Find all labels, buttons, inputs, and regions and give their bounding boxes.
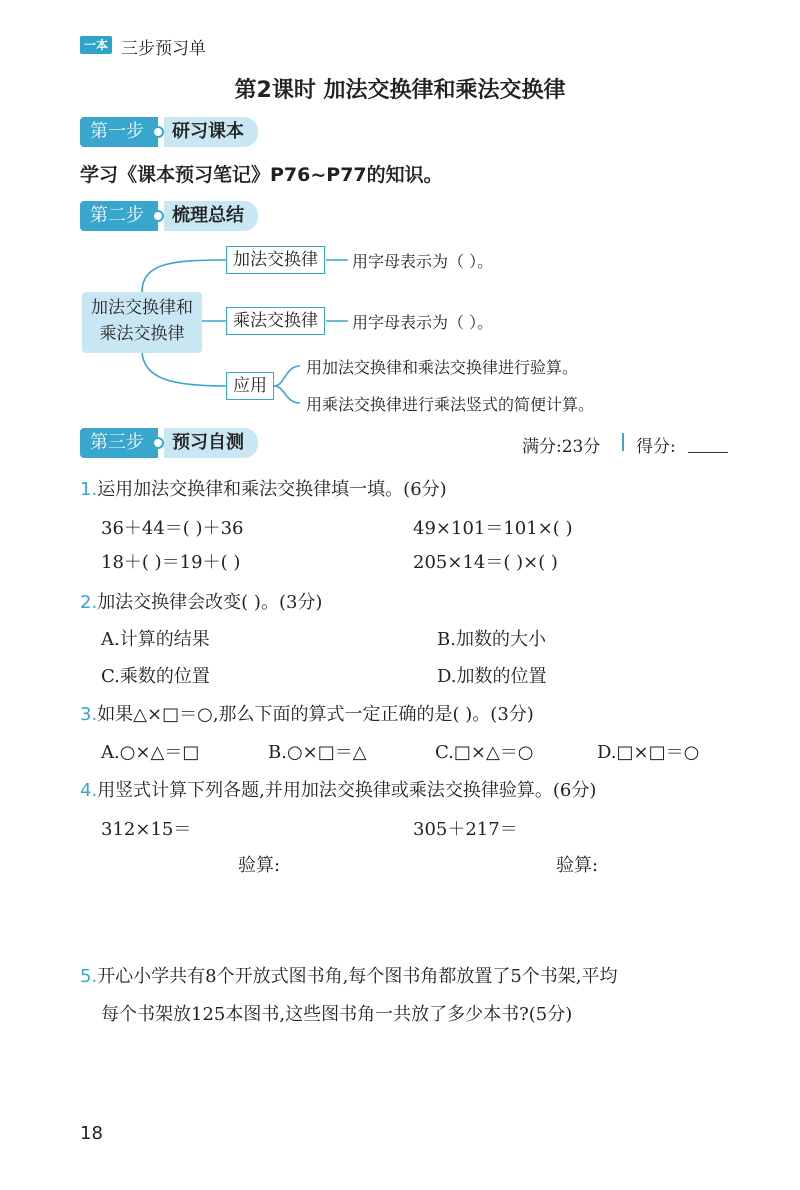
question-text: 运用加法交换律和乘法交换律填一填。(6分)	[97, 479, 447, 500]
step3-name: 预习自测	[164, 428, 258, 458]
question-number: 1.	[80, 479, 98, 500]
question-5	[80, 962, 618, 988]
question-number: 5.	[80, 966, 98, 987]
q3-option-a[interactable]: A.○×△＝□	[101, 742, 200, 763]
lesson-title: 第2课时 加法交换律和乘法交换律	[234, 78, 566, 103]
q3-option-b[interactable]: B.○×□＝△	[268, 742, 367, 763]
application-item-2: 用乘法交换律进行乘法竖式的简便计算。	[306, 395, 595, 414]
score-blank[interactable]	[688, 452, 728, 453]
mindmap-center	[82, 292, 202, 353]
step-dot-icon	[152, 210, 164, 222]
step2-tag: 第二步	[80, 201, 158, 231]
page-number: 18	[80, 1123, 103, 1144]
question-text-line-2: 每个书架放125本图书,这些图书角一共放了多少本书?(5分)	[101, 1004, 573, 1025]
question-text: 加法交换律会改变( )。(3分)	[97, 592, 323, 613]
q4-check-b: 验算:	[556, 855, 599, 876]
score-label: 得分:	[636, 437, 676, 457]
q2-option-c[interactable]: C.乘数的位置	[101, 666, 210, 687]
score-separator	[622, 433, 624, 451]
series-name: 三步预习单	[121, 39, 206, 59]
q4-check-a: 验算:	[238, 855, 281, 876]
question-number: 2.	[80, 592, 98, 613]
q1-item-a: 36＋44＝( )＋36	[101, 518, 244, 539]
step-dot-icon	[152, 437, 164, 449]
step2-name: 梳理总结	[164, 201, 258, 231]
q2-option-d[interactable]: D.加数的位置	[437, 666, 547, 687]
step-dot-icon	[152, 126, 164, 138]
q4-problem-a: 312×15＝	[101, 819, 192, 840]
q4-problem-b: 305＋217＝	[413, 819, 518, 840]
question-4	[80, 776, 596, 802]
q1-item-c: 18＋( )＝19＋( )	[101, 552, 241, 573]
q1-item-d: 205×14＝( )×( )	[413, 552, 558, 573]
q3-option-d[interactable]: D.□×□＝○	[597, 742, 700, 763]
question-2	[80, 588, 322, 614]
full-score: 满分:23分	[522, 437, 601, 457]
q3-option-c[interactable]: C.□×△＝○	[435, 742, 534, 763]
question-number: 4.	[80, 780, 98, 801]
q2-option-b[interactable]: B.加数的大小	[437, 629, 546, 650]
question-number: 3.	[80, 704, 98, 725]
step3-banner	[80, 428, 258, 458]
question-1	[80, 475, 447, 501]
center-line-1: 加法交换律和	[91, 298, 193, 318]
brand-logo: 一本	[80, 36, 112, 54]
step3-tag: 第三步	[80, 428, 158, 458]
application-item-1: 用加法交换律和乘法交换律进行验算。	[306, 358, 579, 377]
question-text-line-1: 开心小学共有8个开放式图书角,每个图书角都放置了5个书架,平均	[97, 966, 618, 987]
question-text: 如果△×□＝○,那么下面的算式一定正确的是( )。(3分)	[97, 704, 534, 725]
step1-tag: 第一步	[80, 117, 158, 147]
addition-law-formula: 用字母表示为（ ）。	[352, 252, 494, 271]
question-3	[80, 700, 534, 726]
node-addition-law: 加法交换律	[226, 246, 325, 274]
step1-name: 研习课本	[164, 117, 258, 147]
q1-item-b: 49×101＝101×( )	[413, 518, 573, 539]
center-line-2: 乘法交换律	[99, 324, 185, 344]
multiplication-law-formula: 用字母表示为（ ）。	[352, 313, 494, 332]
question-text: 用竖式计算下列各题,并用加法交换律或乘法交换律验算。(6分)	[97, 780, 597, 801]
node-application: 应用	[226, 372, 274, 400]
node-multiplication-law: 乘法交换律	[226, 307, 325, 335]
study-instruction: 学习《课本预习笔记》P76~P77的知识。	[80, 164, 443, 186]
q2-option-a[interactable]: A.计算的结果	[101, 629, 210, 650]
